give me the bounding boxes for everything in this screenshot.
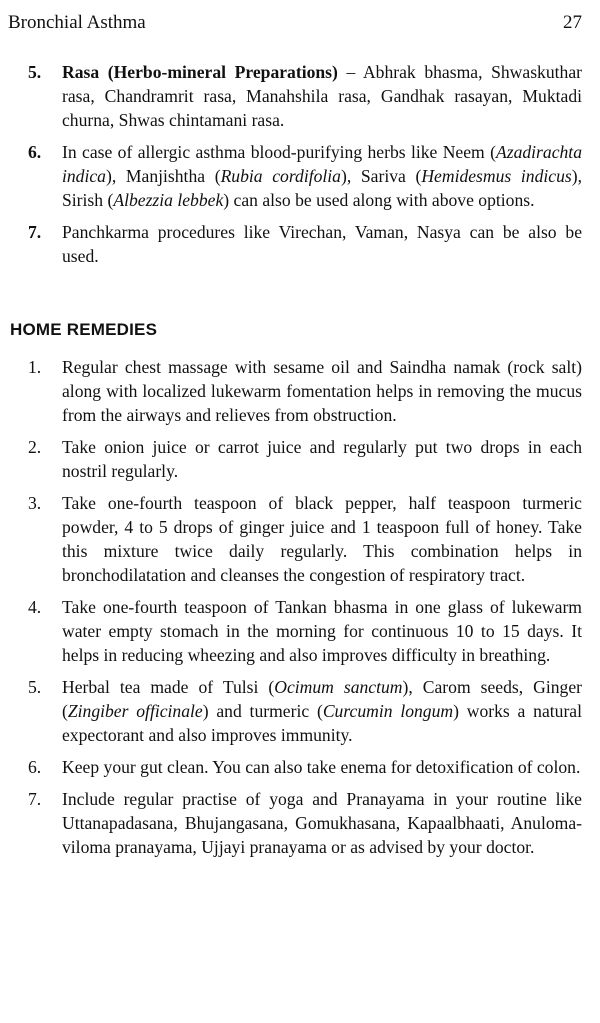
- item-number: 6.: [28, 757, 42, 777]
- list-item: [0, 220, 600, 268]
- item-number: 7.: [28, 222, 42, 242]
- item-number: 7.: [28, 789, 42, 809]
- botanical-name: Hemidesmus indicus: [421, 166, 572, 186]
- item-text: ), Sariva (: [340, 166, 422, 186]
- list-item: [0, 435, 600, 483]
- item-text: In case of allergic asthma blood-purifying herbs like Neem (: [62, 142, 496, 162]
- item-text: ), Manjishtha (: [105, 166, 221, 186]
- item-text: – Abhrak bhasma, Shwaskuthar rasa, Chandramrit rasa, Manahshila rasa, Gandhak rasayan, Muktadi churna, Shwas chintamani rasa.: [62, 62, 582, 130]
- item-text: ) and turmeric (: [202, 701, 323, 721]
- item-text: Herbal tea made of Tulsi (: [62, 677, 275, 697]
- list-item: [0, 787, 600, 859]
- section-heading: HOME REMEDIES: [10, 320, 158, 339]
- home-remedies-list: [0, 355, 600, 867]
- list-item: [0, 595, 600, 667]
- list-item: [0, 60, 600, 132]
- botanical-name: Zingiber officinale: [67, 701, 203, 721]
- page-number: 27: [563, 12, 582, 33]
- botanical-name: Albezzia lebbek: [113, 190, 224, 210]
- list-item: [0, 491, 600, 587]
- item-text: ) can also be used along with above options.: [223, 190, 535, 210]
- item-lead: Rasa (Herbo-mineral Preparations): [62, 62, 338, 82]
- running-header: [8, 12, 582, 42]
- item-number: 3.: [28, 493, 42, 513]
- item-number: 5.: [28, 62, 42, 82]
- item-number: 5.: [28, 677, 42, 697]
- item-text: Take one-fourth teaspoon of black pepper, half teaspoon turmeric powder, 4 to 5 drops of ginger juice and 1 teaspoon full of honey. Take this mixture twice daily regularly. This combination helps in bronchodilatation and cleanses the congestion of respiratory tract.: [62, 493, 582, 585]
- running-title: Bronchial Asthma: [8, 12, 146, 33]
- list-item: [0, 755, 600, 779]
- item-number: 2.: [28, 437, 42, 457]
- list-item: [0, 355, 600, 427]
- item-text: ), Sirish (: [62, 166, 582, 210]
- item-number: 4.: [28, 597, 42, 617]
- botanical-name: Rubia cordifolia: [220, 166, 341, 186]
- item-text: Take onion juice or carrot juice and regularly put two drops in each nostril regularly.: [62, 437, 582, 481]
- item-text: ) works a natural expectorant and also improves immunity.: [62, 701, 582, 745]
- item-text: Include regular practise of yoga and Pranayama in your routine like Uttanapadasana, Bhujangasana, Gomukhasana, Kapaalbhaati, Anuloma-viloma pranayama, Ujjayi pranayama or as advised by your doctor.: [62, 789, 582, 857]
- botanical-name: Azadirachta indica: [62, 142, 582, 186]
- item-text: Regular chest massage with sesame oil and Saindha namak (rock salt) along with localized lukewarm fomentation helps in removing the mucus from the airways and relieves from obstruction.: [62, 357, 582, 425]
- item-text: Keep your gut clean. You can also take enema for detoxification of colon.: [62, 757, 581, 777]
- item-text: ), Carom seeds, Ginger (: [62, 677, 583, 721]
- botanical-name: Curcumin longum: [322, 701, 454, 721]
- item-text: Panchkarma procedures like Virechan, Vaman, Nasya can be also be used.: [62, 222, 582, 266]
- item-text: Take one-fourth teaspoon of Tankan bhasma in one glass of lukewarm water empty stomach in the morning for continuous 10 to 15 days. It helps in reducing wheezing and also improves difficulty in breathing.: [62, 597, 582, 665]
- list-item: [0, 140, 600, 212]
- item-number: 6.: [28, 142, 42, 162]
- list-item: [0, 675, 600, 747]
- item-number: 1.: [28, 357, 42, 377]
- botanical-name: Ocimum sanctum: [274, 677, 403, 697]
- treatment-list: [0, 60, 600, 276]
